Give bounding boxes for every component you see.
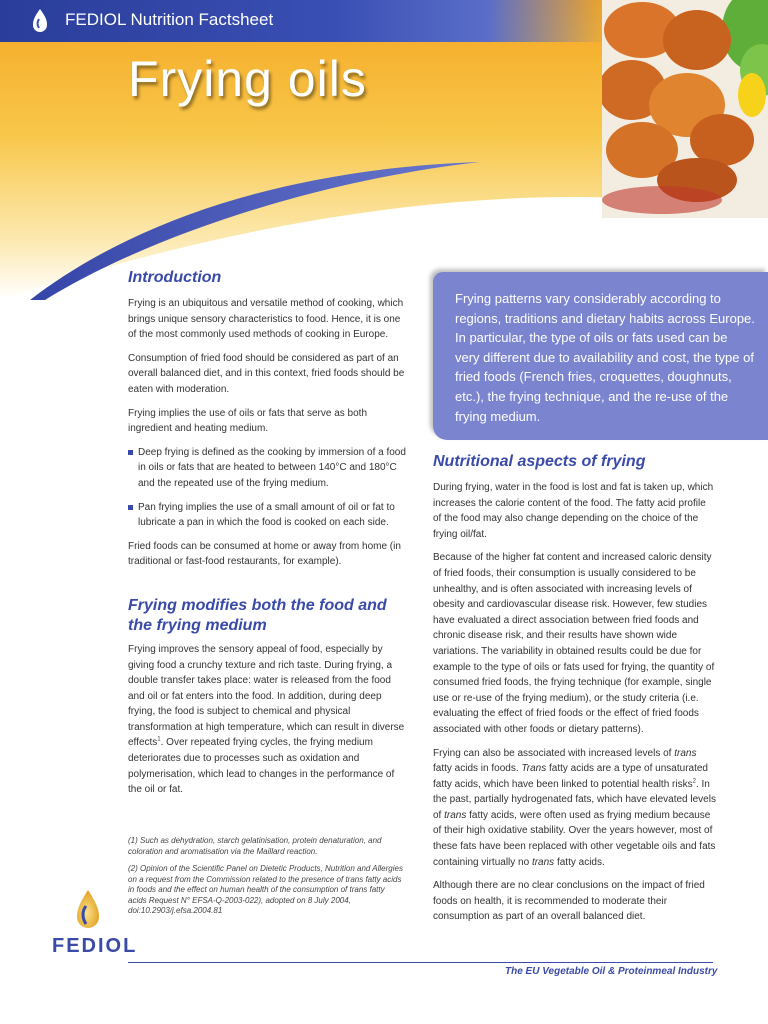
fediol-logo-text: FEDIOL <box>52 935 138 957</box>
intro-paragraph: Consumption of fried food should be considered as part of an overall balanced diet, and in this context, fried foods should be eaten with moderation. <box>128 352 405 395</box>
nutritional-paragraph: Although there are no clear conclusions on the impact of fried foods on health, it is recommended to moderate their consumption as part of an overall balanced diet. <box>433 880 705 923</box>
left-column <box>128 268 406 806</box>
nutritional-heading: Nutritional aspects of frying <box>433 453 646 470</box>
fediol-logo-icon <box>73 888 103 933</box>
footnote-1: (1) Such as dehydration, starch gelatinisation, protein denaturation, and coloration and aromatisation via the Maillard reaction. <box>128 836 382 856</box>
footnote-2: (2) Opinion of the Scientific Panel on Dietetic Products, Nutrition and Allergies on a request from the Commission related to the presence of trans fatty acids in foods and the effect on human health of the consumption of trans fatty acids Request N° EFSA-Q-2003-022), adopted on 8 July 2004, doi:10.2903/j.efsa.2004.81 <box>128 864 403 916</box>
callout-text: Frying patterns vary considerably according to regions, traditions and dietary habits across Europe. In particular, the type of oils or fats used can be very different due to availability and cost, the type of fried foods (French fries, croquettes, doughnuts, etc.), the frying technique, and the re-use of the frying medium. <box>455 291 755 424</box>
top-bar <box>0 0 610 42</box>
intro-paragraph: Fried foods can be consumed at home or away from home (in traditional or fast-food restaurants, for example). <box>128 540 401 568</box>
nutritional-paragraph: During frying, water in the food is lost and fat is taken up, which increases the calorie content of the food. The fatty acid profile of the food may also change depending on the choice of the frying oil/fat. <box>433 482 714 540</box>
intro-paragraph: Frying is an ubiquitous and versatile method of cooking, which brings unique sensory characteristics to food. Hence, it is one of the most commonly used methods of cooking in Europe. <box>128 298 404 341</box>
bullet-square-icon <box>128 450 133 455</box>
introduction-heading: Introduction <box>128 269 222 286</box>
fried-food-photo <box>602 0 768 218</box>
nutritional-paragraph: Frying can also be associated with increased levels of trans fatty acids in foods. Trans fatty acids are a type of unsaturated fatty acids, which have been linked to potential health risks$^2$. In the past, partially hydrogenated fats, which have elevated levels of trans fatty acids, were often used as frying medium because of their high oxidative stability. Over the years however, most of these fats have been replaced with other vegetable oils and fats containing virtually no trans fatty acids. <box>433 747 716 868</box>
modifies-heading: Frying modifies both the food and the frying medium <box>128 596 387 634</box>
page-title: Frying oils <box>128 51 367 107</box>
modifies-paragraph: Frying improves the sensory appeal of food, especially by giving food a crunchy texture and rich taste. During frying, a double transfer takes place: water is released from the food and oil or fat enters into the food. In addition, during deep frying, the food is subject to chemical and physical transformation at high temperature, which can result in diverse effects$^1$. Over repeated frying cycles, the frying medium deteriorates due to processes such as oxidation and polymerisation, which lead to changes in the performance of the oil or fat. <box>128 643 405 796</box>
callout-box <box>433 272 768 440</box>
right-column <box>433 452 716 933</box>
bullet-item <box>128 445 406 492</box>
bullet-text: Pan frying implies the use of a small amount of oil or fat to lubricate a pan in which the food is cooked on each side. <box>138 501 395 529</box>
bullet-square-icon <box>128 505 133 510</box>
bullet-text: Deep frying is defined as the cooking by immersion of a food in oils or fats that are heated to between 140°C and 180°C and the repeated use of the frying medium. <box>138 446 406 489</box>
header-banner <box>0 0 768 300</box>
intro-paragraph: Frying implies the use of oils or fats that serve as both ingredient and heating medium. <box>128 407 367 435</box>
nutritional-paragraph: Because of the higher fat content and increased caloric density of fried foods, their consumption is usually considered to be unhealthy, and is often associated with increasing levels of obesity and cardiovascular disease risk. However, few studies have evaluated a direct association between fried foods and chronic disease risk, and their results have shown wide variations. The variability in obtained results could be due for example to the type of oils or fats used for frying, the quantity of consumed fried foods, the frying technique (for example, single use or re-use of the frying medium), or the study criteria (i.e. evaluating the effect of fried foods or the effect of fried foods associated with other foods or dietary patterns). <box>433 552 715 735</box>
bullet-item <box>128 500 406 531</box>
footer-divider <box>128 962 713 963</box>
footer-tagline: The EU Vegetable Oil & Proteinmeal Industry <box>505 966 718 977</box>
fediol-drop-icon <box>30 7 50 35</box>
series-title: FEDIOL Nutrition Factsheet <box>65 10 274 29</box>
